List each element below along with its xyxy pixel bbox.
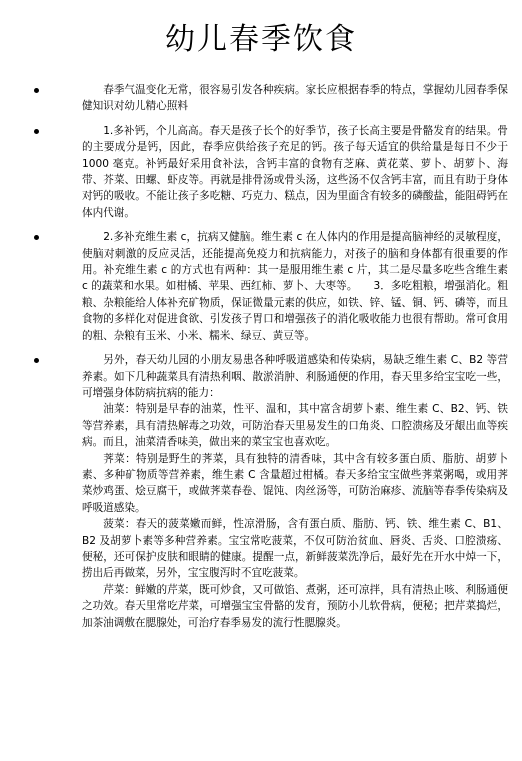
bullet-icon bbox=[34, 88, 39, 93]
paragraph-jicai: 荠菜：特别是野生的荠菜，具有独特的清香味，其中含有较多蛋白质、脂肪、胡萝卜素、多种矿物质等营养素，维生素 C 含量超过柑橘。春天多给宝宝做些荠菜粥喝，或用荠菜炒鸡蛋、烩豆腐干，或做荠菜春卷、馄饨、肉丝汤等，可防治麻疹、流脑等春季传染病及呼吸道感染。 bbox=[82, 452, 508, 514]
list-item bbox=[0, 229, 522, 344]
paragraph: 2.多补充维生素 c，抗病又健脑。维生素 c 在人体内的作用是提高脑神经的灵敏程度，使脑对刺激的反应灵活，还能提高免疫力和抗病能力，对孩子的脑和身体都有很重要的作用。补充维生素 c 的方式也有两种：其一是服用维生素 c 片，其二是尽量多吃些含维生素 c 的蔬菜和水果。如柑橘、苹果、西红柿、萝卜、大枣等。 3．多吃粗粮，增强消化。粗粮、杂粮能给人体补充矿物质，保证微量元素的供应，如铁、锌、锰、铜、钙、磷等，而且食物的多样化对促进食欲、引发孩子胃口和增强孩子的消化吸收能力也很有帮助。常可食用的粗、杂粮有玉米、小米、糯米、绿豆、黄豆等。 bbox=[82, 231, 508, 342]
paragraph-youcai: 油菜：特别是早春的油菜，性平、温和，其中富含胡萝卜素、维生素 C、B2、钙、铁等营养素，具有清热解毒之功效，可防治春天里易发生的口角炎、口腔溃疡及牙龈出血等疾病。而且，油菜清香味美，做出来的菜宝宝也喜欢吃。 bbox=[82, 403, 508, 449]
paragraph: 另外，春天幼儿园的小朋友易患各种呼吸道感染和传染病，易缺乏维生素 C、B2 等营养素。如下几种蔬菜具有清热利咽、散淤消肿、利肠通便的作用，春天里多给宝宝吃一些，可增强身体防病抗病的能力： bbox=[82, 354, 508, 399]
paragraph-qincai: 芹菜：鲜嫩的芹菜，既可炒食，又可做馅、煮粥，还可凉拌，具有清热止咳、利肠通便之功效。春天里常吃芹菜，可增强宝宝骨骼的发育，预防小儿软骨病，便秘；把芹菜捣烂，加茶油调敷在腮腺处，可治疗春季易发的流行性腮腺炎。 bbox=[82, 583, 508, 629]
bullet-icon bbox=[34, 358, 39, 363]
paragraph-bocai: 菠菜：春天的菠菜嫩而鲜，性凉滑肠，含有蛋白质、脂肪、钙、铁、维生素 C、B1、B2 及胡萝卜素等多种营养素。宝宝常吃菠菜，不仅可防治贫血、唇炎、舌炎、口腔溃疡、便秘，还可保护皮肤和眼睛的健康。提醒一点，新鲜菠菜洗净后，最好先在开水中焯一下，捞出后再做菜，另外，宝宝腹泻时不宜吃菠菜。 bbox=[82, 518, 508, 580]
list-item bbox=[0, 82, 522, 115]
list-item bbox=[0, 123, 522, 221]
bullet-icon bbox=[34, 235, 39, 240]
paragraph: 1.多补钙，个儿高高。春天是孩子长个的好季节，孩子长高主要是骨骼发育的结果。骨的主要成分是钙，因此，春季应供给孩子充足的钙。孩子每天适宜的供给量是每日不少于 1000 毫克。补钙最好采用食补法，含钙丰富的食物有芝麻、黄花菜、萝卜、胡萝卜、海带、芥菜、田螺、虾皮等。再就是排骨汤或骨头汤，这些汤不仅含钙丰富，而且有助于身体对钙的吸收。不能让孩子多吃糖、巧克力、糕点，因为里面含有较多的磷酸盐，能阻碍钙在体内代谢。 bbox=[82, 124, 508, 219]
list-item bbox=[0, 352, 522, 631]
document-title: 幼儿春季饮食 bbox=[165, 22, 357, 57]
paragraph: 春季气温变化无常，很容易引发各种疾病。家长应根据春季的特点，掌握幼儿园春季保健知识对幼儿精心照料 bbox=[82, 84, 508, 113]
bullet-icon bbox=[34, 129, 39, 134]
content-list bbox=[0, 82, 522, 639]
